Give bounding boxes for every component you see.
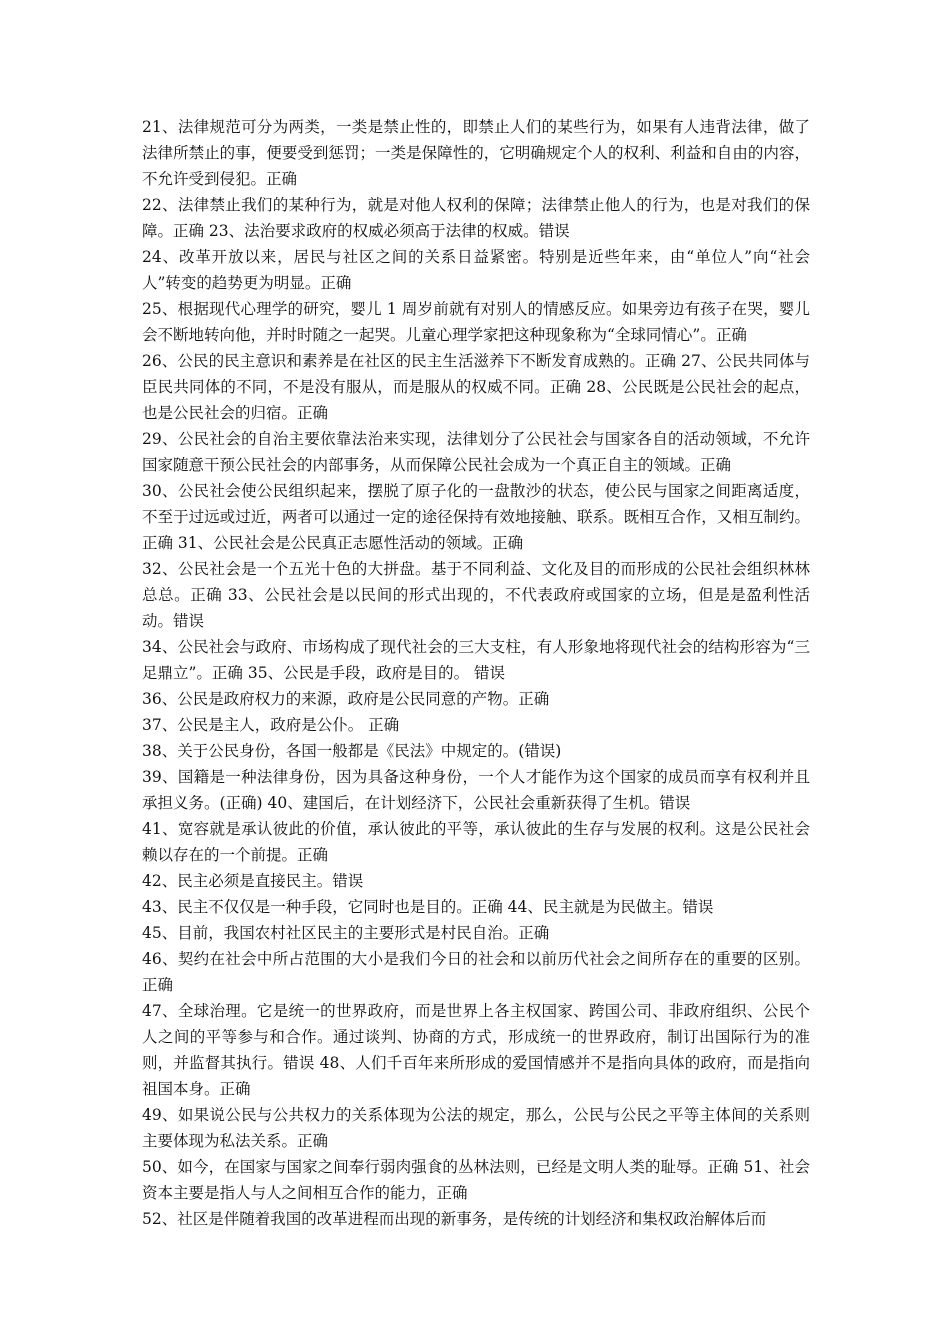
paragraph-52: 52、社区是伴随着我国的改革进程而出现的新事务，是传统的计划经济和集权政治解体后而 [142, 1210, 767, 1228]
paragraph-42: 42、民主必须是直接民主。错误 [142, 872, 364, 890]
paragraph-30-31: 30、公民社会使公民组织起来，摆脱了原子化的一盘散沙的状态，使公民与国家之间距离适度，不至于过远或过近，两者可以通过一定的途径保持有效地接触、联系。既相互合作，又相互制约。正确 31、公民社会是公民真正志愿性活动的领域。正确 [142, 482, 810, 552]
document-page [142, 114, 810, 1232]
paragraph-24: 24、改革开放以来，居民与社区之间的关系日益紧密。特别是近些年来，由“单位人”向“社会人”转变的趋势更为明显。正确 [142, 248, 810, 292]
paragraph-34-35: 34、公民社会与政府、市场构成了现代社会的三大支柱，有人形象地将现代社会的结构形容为“三足鼎立”。正确 35、公民是手段，政府是目的。 错误 [142, 638, 810, 682]
paragraph-25: 25、根据现代心理学的研究，婴儿 1 周岁前就有对别人的情感反应。如果旁边有孩子在哭，婴儿会不断地转向他，并时时随之一起哭。儿童心理学家把这种现象称为“全球同情心”。正确 [142, 300, 810, 344]
paragraph-38: 38、关于公民身份，各国一般都是《民法》中规定的。(错误) [142, 742, 562, 760]
paragraph-22-23: 22、法律禁止我们的某种行为，就是对他人权利的保障；法律禁止他人的行为，也是对我们的保障。正确 23、法治要求政府的权威必须高于法律的权威。错误 [142, 196, 810, 240]
paragraph-21: 21、法律规范可分为两类，一类是禁止性的，即禁止人们的某些行为，如果有人违背法律，做了法律所禁止的事，便要受到惩罚；一类是保障性的，它明确规定个人的权利、利益和自由的内容，不允许受到侵犯。正确 [142, 118, 810, 188]
paragraph-49: 49、如果说公民与公共权力的关系体现为公法的规定，那么，公民与公民之平等主体间的关系则主要体现为私法关系。正确 [142, 1106, 810, 1150]
paragraph-43-44: 43、民主不仅仅是一种手段，它同时也是目的。正确 44、民主就是为民做主。错误 [142, 898, 714, 916]
paragraph-32-33: 32、公民社会是一个五光十色的大拼盘。基于不同利益、文化及目的而形成的公民社会组织林林总总。正确 33、公民社会是以民间的形式出现的，不代表政府或国家的立场，但是是盈利性活动。错误 [142, 560, 810, 630]
paragraph-39-40: 39、国籍是一种法律身份，因为具备这种身份，一个人才能作为这个国家的成员而享有权利并且承担义务。(正确) 40、建国后，在计划经济下，公民社会重新获得了生机。错误 [142, 768, 810, 812]
paragraph-47-48: 47、全球治理。它是统一的世界政府，而是世界上各主权国家、跨国公司、非政府组织、公民个人之间的平等参与和合作。通过谈判、协商的方式，形成统一的世界政府，制订出国际行为的准则，并监督其执行。错误 48、人们千百年来所形成的爱国情感并不是指向具体的政府，而是指向祖国本身。正确 [142, 1002, 810, 1098]
paragraph-50-51: 50、如今，在国家与国家之间奉行弱肉强食的丛林法则，已经是文明人类的耻辱。正确 51、社会资本主要是指人与人之间相互合作的能力，正确 [142, 1158, 810, 1202]
paragraph-45: 45、目前，我国农村社区民主的主要形式是村民自治。正确 [142, 924, 550, 942]
paragraph-37: 37、公民是主人，政府是公仆。 正确 [142, 716, 400, 734]
paragraph-41: 41、宽容就是承认彼此的价值，承认彼此的平等，承认彼此的生存与发展的权利。这是公民社会赖以存在的一个前提。正确 [142, 820, 810, 864]
paragraph-26-28: 26、公民的民主意识和素养是在社区的民主生活滋养下不断发育成熟的。正确 27、公民共同体与臣民共同体的不同，不是没有服从，而是服从的权威不同。正确 28、公民既是公民社会的起点，也是公民社会的归宿。正确 [142, 352, 810, 422]
paragraph-46: 46、契约在社会中所占范围的大小是我们今日的社会和以前历代社会之间所存在的重要的区别。正确 [142, 950, 810, 994]
paragraph-29: 29、公民社会的自治主要依靠法治来实现，法律划分了公民社会与国家各自的活动领域，不允许国家随意干预公民社会的内部事务，从而保障公民社会成为一个真正自主的领域。正确 [142, 430, 810, 474]
paragraph-36: 36、公民是政府权力的来源，政府是公民同意的产物。正确 [142, 690, 550, 708]
